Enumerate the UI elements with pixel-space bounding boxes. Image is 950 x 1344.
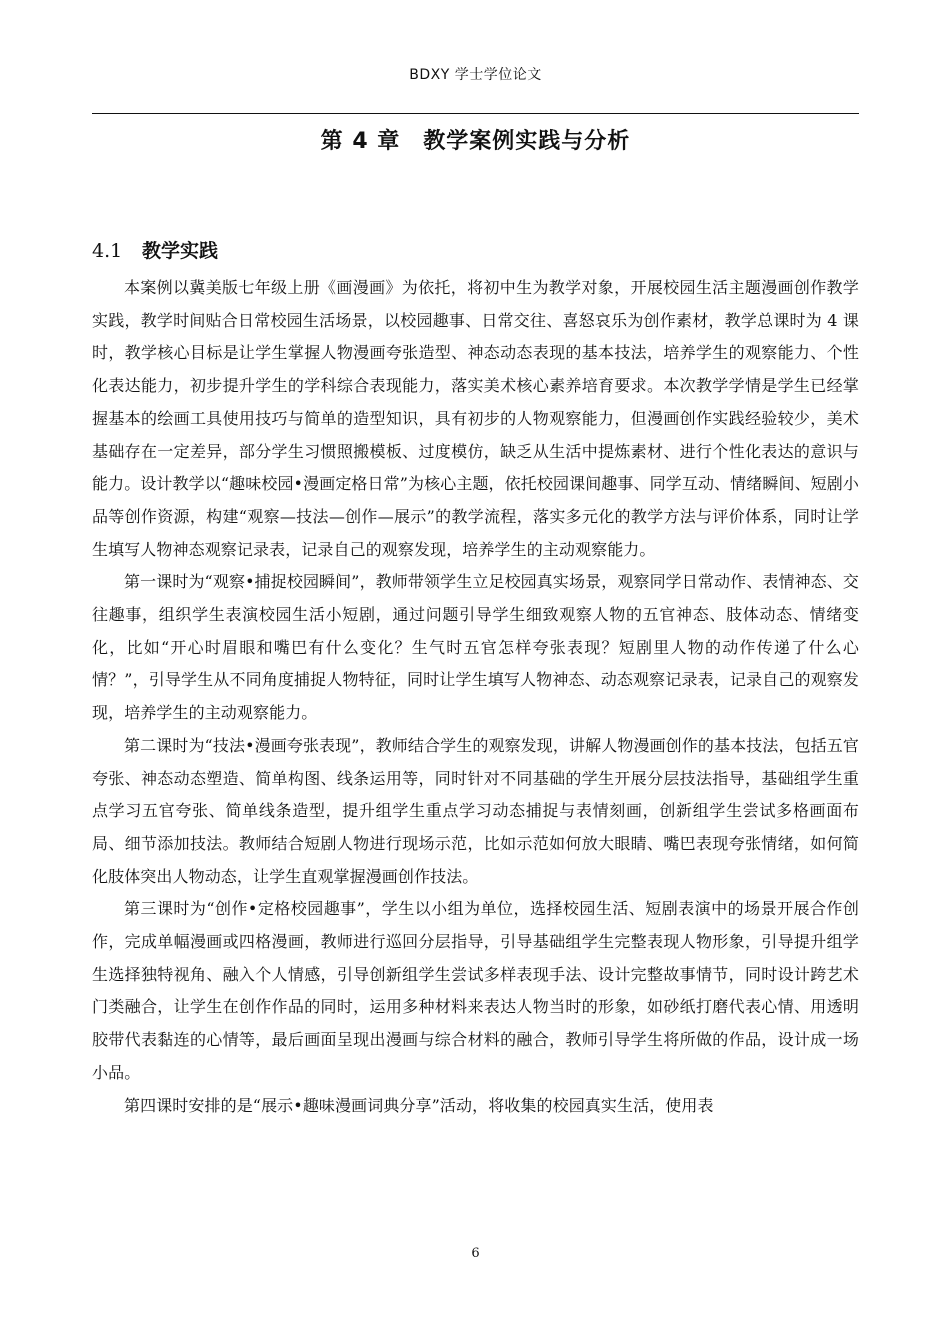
paragraph: 本案例以冀美版七年级上册《画漫画》为依托，将初中生为教学对象，开展校园生活主题漫画创作教学实践，教学时间贴合日常校园生活场景，以校园趣事、日常交往、喜怒哀乐为创作素材，教学总课时为 4 课时，教学核心目标是让学生掌握人物漫画夸张造型、神态动态表现的基本技法，培养学生的观察能力、个性化表达能力，初步提升学生的学科综合表现能力，落实美术核心素养培育要求。本次教学学情是学生已经掌握基本的绘画工具使用技巧与简单的造型知识，具有初步的人物观察能力，但漫画创作实践经验较少，美术基础存在一定差异，部分学生习惯照搬模板、过度模仿，缺乏从生活中提炼素材、进行个性化表达的意识与能力。设计教学以“趣味校园•漫画定格日常”为核心主题，依托校园课间趣事、同学互动、情绪瞬间、短剧小品等创作资源，构建“观察—技法—创作—展示”的教学流程，落实多元化的教学方法与评价体系，同时让学生填写人物神态观察记录表，记录自己的观察发现，培养学生的主动观察能力。: [92, 278, 859, 559]
page-number: 6: [471, 1246, 480, 1261]
paragraph: 第三课时为“创作•定格校园趣事”，学生以小组为单位，选择校园生活、短剧表演中的场景开展合作创作，完成单幅漫画或四格漫画，教师进行巡回分层指导，引导基础组学生完整表现人物形象，引导提升组学生选择独特视角、融入个人情感，引导创新组学生尝试多样表现手法、设计完整故事情节，同时设计跨艺术门类融合，让学生在创作作品的同时，运用多种材料来表达人物当时的形象，如砂纸打磨代表心情、用透明胶带代表黏连的心情等，最后画面呈现出漫画与综合材料的融合，教师引导学生将所做的作品，设计成一场小品。: [92, 899, 859, 1082]
chapter-title: 第 4 章 教学案例实践与分析: [320, 129, 631, 154]
running-header: BDXY 学士学位论文: [409, 67, 542, 83]
section-heading: [92, 236, 218, 263]
section-number: 4.1: [92, 240, 123, 262]
paragraph: 第四课时安排的是“展示•趣味漫画词典分享”活动，将收集的校园真实生活，使用表: [124, 1095, 714, 1115]
section-title: 教学实践: [142, 240, 219, 262]
body-text: [92, 272, 859, 1122]
paragraph: 第一课时为“观察•捕捉校园瞬间”，教师带领学生立足校园真实场景，观察同学日常动作、表情神态、交往趣事，组织学生表演校园生活小短剧，通过问题引导学生细致观察人物的五官神态、肢体动态、情绪变化，比如“开心时眉眼和嘴巴有什么变化？生气时五官怎样夸张表现？短剧里人物的动作传递了什么心情？”，引导学生从不同角度捕捉人物特征，同时让学生填写人物神态、动态观察记录表，记录自己的观察发现，培养学生的主动观察能力。: [92, 572, 859, 723]
paragraph: 第二课时为“技法•漫画夸张表现”，教师结合学生的观察发现，讲解人物漫画创作的基本技法，包括五官夸张、神态动态塑造、简单构图、线条运用等，同时针对不同基础的学生开展分层技法指导，基础组学生重点学习五官夸张、简单线条造型，提升组学生重点学习动态捕捉与表情刻画，创新组学生尝试多格画面布局、细节添加技法。教师结合短剧人物进行现场示范，比如示范如何放大眼睛、嘴巴表现夸张情绪，如何简化肢体突出人物动态，让学生直观掌握漫画创作技法。: [92, 735, 859, 886]
header-rule: [92, 113, 859, 114]
